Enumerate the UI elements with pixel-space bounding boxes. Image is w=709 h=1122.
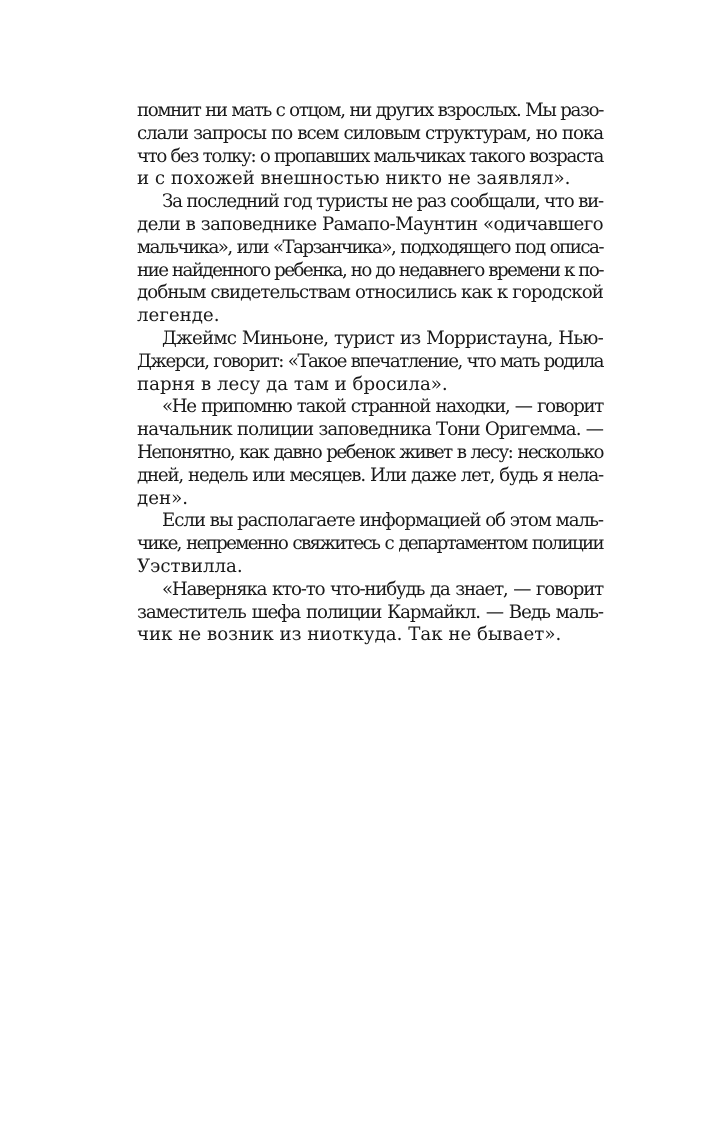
text-line: парня в лесу да там и бросила».	[137, 373, 448, 395]
text-line: помнит ни мать с отцом, ни других взрослых. Мы разо-	[137, 100, 603, 121]
paragraph-4	[137, 396, 603, 510]
paragraph-5	[137, 510, 603, 578]
paragraph-2	[137, 191, 603, 328]
text-line: Если вы располагаете информацией об этом маль-	[162, 510, 603, 532]
text-line: Джерси, говорит: «Такое впечатление, что мать родила	[137, 350, 603, 372]
text-line: слали запросы по всем силовым структурам, но пока	[137, 122, 603, 144]
text-line: чик не возник из ниоткуда. Так не бывает».	[137, 624, 562, 646]
text-line: дели в заповеднике Рамапо-Маунтин «одичавшего	[137, 213, 603, 235]
text-line: мальчика», или «Тарзанчика», подходящего под описа-	[137, 236, 603, 258]
text-line: За последний год туристы не раз сообщали, что ви-	[162, 191, 603, 213]
text-line: чике, непременно свяжитесь с департаментом полиции	[137, 533, 603, 555]
body-text	[137, 100, 603, 647]
text-line: добным свидетельствам относились как к городской	[137, 282, 603, 304]
text-line: Уэствилла.	[137, 555, 243, 577]
text-line: дней, недель или месяцев. Или даже лет, будь я нела-	[137, 464, 603, 486]
text-line: легенде.	[137, 305, 220, 327]
text-line: что без толку: о пропавших мальчиках такого возраста	[137, 145, 603, 167]
paragraph-6	[137, 579, 603, 647]
text-line: начальник полиции заповедника Тони Оригемма. —	[137, 419, 603, 441]
text-line: «Не припомню такой странной находки, — говорит	[162, 396, 603, 418]
paragraph-1	[137, 100, 603, 191]
text-line: Джеймс Миньоне, турист из Морристауна, Нью-	[162, 327, 603, 349]
paragraph-3	[137, 328, 603, 396]
text-line: и с похожей внешностью никто не заявлял».	[137, 168, 571, 190]
text-line: ден».	[137, 487, 188, 509]
text-line: Непонятно, как давно ребенок живет в лесу: несколько	[137, 441, 603, 463]
text-line: заместитель шефа полиции Кармайкл. — Ведь маль-	[137, 601, 603, 623]
text-line: «Наверняка кто-то что-нибудь да знает, — говорит	[162, 578, 603, 600]
text-line: ние найденного ребенка, но до недавнего времени к по-	[137, 259, 603, 281]
